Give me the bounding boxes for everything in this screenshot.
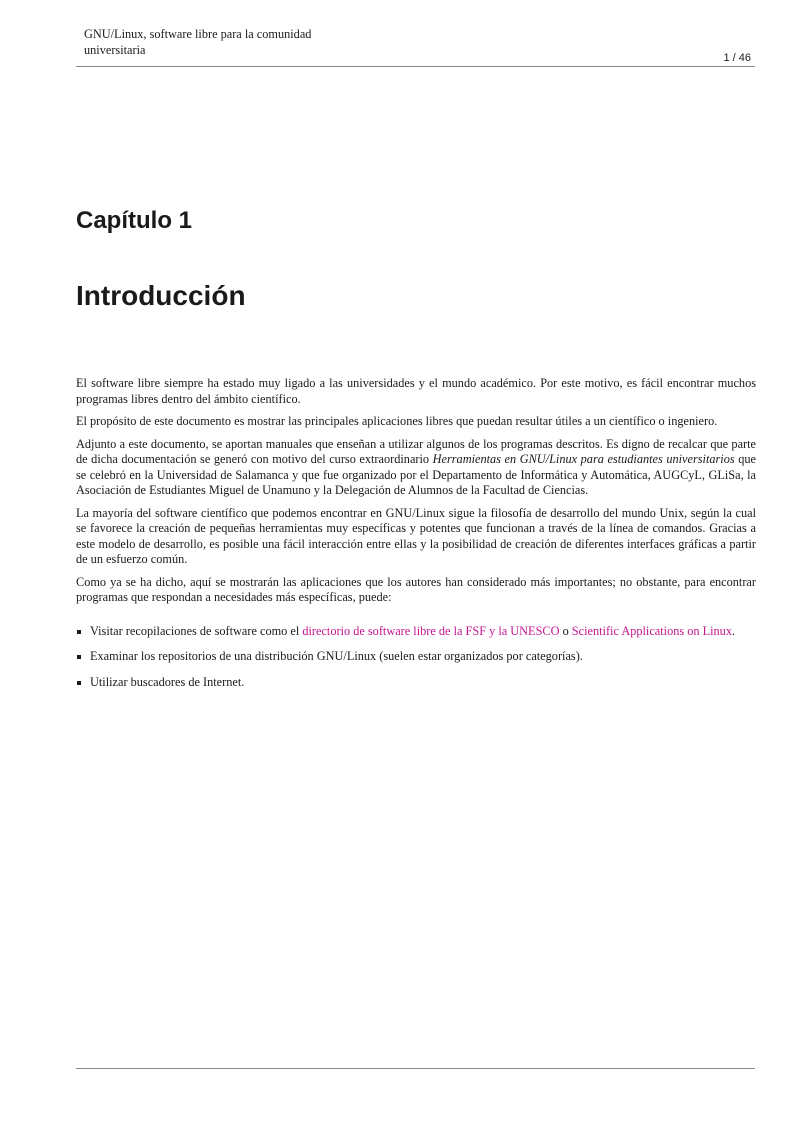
- paragraph-resources-intro: Como ya se ha dicho, aquí se mostrarán las aplicaciones que los autores han considerado más importantes; no obstante, para encontrar programas que respondan a necesidades más específicas, puede:: [76, 574, 756, 604]
- list-item-text-1: Visitar recopilaciones de software como el: [90, 623, 303, 638]
- list-item-text-2: o: [559, 623, 572, 638]
- chapter-title: Introducción: [76, 280, 246, 311]
- list-item: Examinar los repositorios de una distribución GNU/Linux (suelen estar organizados por categorías).: [76, 649, 756, 665]
- paragraph-manuals-text-2: que se celebró en la Universidad de Salamanca y que fue organizado por el Departamento de Informática y Automática, AUGCyL, GLiSa, la Asociación de Estudiantes Miguel de Unamuno y la Delegación de Alumnos de la Facultad de Ciencias.: [76, 452, 756, 497]
- running-header-title: GNU/Linux, software libre para la comunidad universitaria: [84, 27, 312, 57]
- paragraph-manuals-text-1: Adjunto a este documento, se aportan manuales que enseñan a utilizar algunos de los programas descritos. Es digno de recalcar que parte de dicha documentación se generó con motivo del curso extraordinario: [76, 436, 756, 466]
- header-rule: [76, 66, 755, 67]
- paragraph-unix-philosophy: La mayoría del software científico que podemos encontrar en GNU/Linux sigue la filosofía de desarrollo del mundo Unix, según la cual se favorece la creación de pequeñas herramientas muy específicas y potentes que funcionan a través de la línea de comandos. Gracias a este modelo de desarrollo, es posible una fácil interacción entre ellas y la posibilidad de creación de diferentes interfaces gráficas a partir de un esfuerzo común.: [76, 505, 756, 566]
- resources-list: [76, 624, 756, 691]
- scientific-applications-link[interactable]: Scientific Applications on Linux: [571, 623, 732, 638]
- chapter-body: [76, 376, 756, 700]
- paragraph-purpose: El propósito de este documento es mostrar las principales aplicaciones libres que puedan resultar útiles a un científico o ingeniero.: [76, 414, 718, 428]
- page-number: 1 / 46: [723, 52, 751, 64]
- footer-rule: [76, 1068, 755, 1069]
- chapter-label: Capítulo 1: [76, 207, 193, 234]
- paragraph-intro: El software libre siempre ha estado muy ligado a las universidades y el mundo académico. Por este motivo, es fácil encontrar muchos programas libres dentro del ámbito científico.: [76, 376, 756, 406]
- list-item-text-3: .: [731, 623, 736, 638]
- fsf-unesco-directory-link[interactable]: directorio de software libre de la FSF y la UNESCO: [302, 623, 560, 638]
- list-item: Utilizar buscadores de Internet.: [76, 675, 756, 691]
- list-item: [76, 624, 756, 640]
- paragraph-manuals: [76, 437, 756, 499]
- course-title: Herramientas en GNU/Linux para estudiantes universitarios: [432, 452, 735, 466]
